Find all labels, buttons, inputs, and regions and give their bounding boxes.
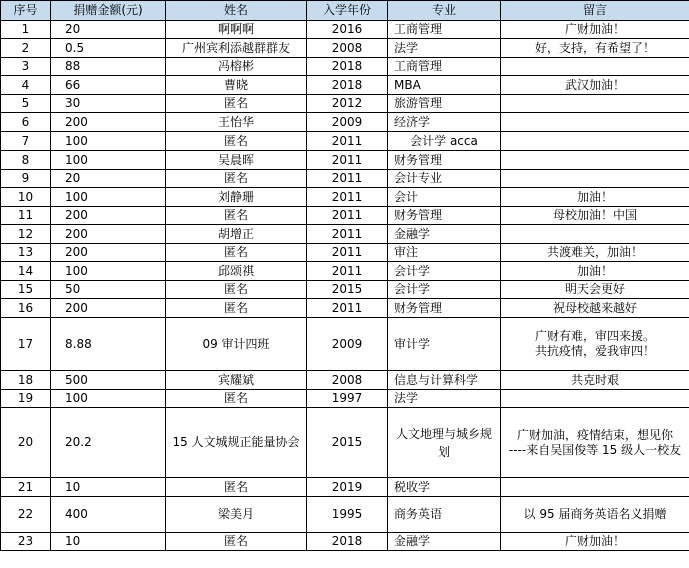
cell-message: [501, 262, 689, 281]
cell-amount: 10: [51, 533, 166, 551]
cell-message: [501, 170, 689, 188]
cell-amount: 200: [51, 207, 166, 225]
cell-name: 匿名: [166, 533, 307, 551]
cell-message: [501, 244, 689, 262]
table-row: [1, 39, 689, 58]
cell-major: 金融学: [388, 533, 501, 551]
cell-amount: 500: [51, 371, 166, 390]
cell-amount: 100: [51, 151, 166, 170]
cell-year: 2018: [307, 533, 388, 551]
cell-year: 1995: [307, 497, 388, 533]
cell-message: [501, 151, 689, 170]
cell-amount: 20.2: [51, 408, 166, 478]
message-line: 母校加油！中国: [552, 208, 637, 222]
table-row: [1, 478, 689, 497]
cell-no: 13: [1, 244, 51, 262]
cell-year: 2008: [307, 39, 388, 58]
cell-major: 财务管理: [388, 151, 501, 170]
cell-amount: 8.88: [51, 318, 166, 371]
cell-major: 旅游管理: [388, 95, 501, 113]
message-line: 以 95 届商务英语名义捐赠: [523, 507, 667, 521]
cell-major: 法学: [388, 39, 501, 58]
cell-no: 16: [1, 299, 51, 318]
cell-amount: 100: [51, 188, 166, 207]
cell-amount: 100: [51, 262, 166, 281]
table-row: [1, 497, 689, 533]
message-line: 共克时艰: [570, 372, 619, 387]
cell-name: 匿名: [166, 170, 307, 188]
cell-year: 2011: [307, 244, 388, 262]
table-row: [1, 21, 689, 39]
cell-name: 匿名: [166, 207, 307, 225]
cell-no: 15: [1, 281, 51, 299]
cell-no: 10: [1, 188, 51, 207]
table-row: [1, 225, 689, 244]
cell-no: 4: [1, 76, 51, 95]
cell-message: [501, 39, 689, 58]
table-row: [1, 533, 689, 551]
cell-message: [501, 76, 689, 95]
cell-amount: 200: [51, 113, 166, 132]
table-row: [1, 113, 689, 132]
cell-year: 2015: [307, 408, 388, 478]
cell-name: 王怡华: [166, 113, 307, 132]
cell-major: 财务管理: [388, 299, 501, 318]
cell-no: 18: [1, 371, 51, 390]
message-line: 广财有难，审四来援。: [534, 329, 655, 343]
cell-amount: 20: [51, 170, 166, 188]
cell-no: 19: [1, 390, 51, 408]
header-name: 姓名: [166, 1, 307, 21]
message-line: 广财加油！: [564, 534, 625, 548]
cell-message: [501, 225, 689, 244]
cell-name: 吴晨晖: [166, 151, 307, 170]
message-line: ----来自吴国俊等 15 级人一校友: [508, 442, 682, 457]
cell-message: [501, 207, 689, 225]
cell-name: 胡增正: [166, 225, 307, 244]
cell-name: 宾耀斌: [166, 371, 307, 390]
table-row: [1, 132, 689, 151]
header-row: [1, 1, 689, 21]
cell-amount: 10: [51, 478, 166, 497]
cell-message: [501, 318, 689, 371]
table-row: [1, 371, 689, 390]
cell-amount: 400: [51, 497, 166, 533]
table-row: [1, 151, 689, 170]
table-row: [1, 58, 689, 76]
cell-no: 20: [1, 408, 51, 478]
cell-message: [501, 132, 689, 151]
cell-name: 梁美月: [166, 497, 307, 533]
table-row: [1, 170, 689, 188]
cell-year: 2012: [307, 95, 388, 113]
table-row: [1, 262, 689, 281]
message-line: 明天会更好: [564, 282, 625, 296]
cell-year: 2015: [307, 281, 388, 299]
cell-major: 审计学: [388, 318, 501, 371]
cell-year: 2011: [307, 170, 388, 188]
table-row: [1, 76, 689, 95]
cell-no: 8: [1, 151, 51, 170]
message-line: 好，支持，有希望了！: [534, 40, 655, 55]
cell-no: 1: [1, 21, 51, 39]
cell-major: 税收学: [388, 478, 501, 497]
cell-name: 15 人文城规正能量协会: [166, 408, 307, 478]
header-major: 专业: [388, 1, 501, 21]
cell-no: 12: [1, 225, 51, 244]
cell-message: [501, 533, 689, 551]
cell-no: 5: [1, 95, 51, 113]
cell-major: 会计学: [388, 281, 501, 299]
cell-name: 匿名: [166, 299, 307, 318]
cell-name: 冯榕彬: [166, 58, 307, 76]
message-line: 共渡难关，加油！: [546, 245, 643, 259]
message-line: 共抗疫情，爱我审四！: [534, 344, 655, 358]
cell-year: 2011: [307, 207, 388, 225]
cell-name: 啊啊啊: [166, 21, 307, 39]
cell-amount: 0.5: [51, 39, 166, 58]
header-no: 序号: [1, 1, 51, 21]
cell-no: 11: [1, 207, 51, 225]
cell-year: 2009: [307, 113, 388, 132]
cell-major: 人文地理与城乡规划: [388, 408, 501, 478]
cell-message: [501, 478, 689, 497]
message-line: 武汉加油！: [564, 77, 625, 92]
cell-amount: 200: [51, 244, 166, 262]
cell-year: 2018: [307, 76, 388, 95]
cell-name: 刘静珊: [166, 188, 307, 207]
cell-message: [501, 497, 689, 533]
cell-major: 经济学: [388, 113, 501, 132]
cell-amount: 88: [51, 58, 166, 76]
cell-name: 匿名: [166, 244, 307, 262]
cell-no: 22: [1, 497, 51, 533]
table-row: [1, 188, 689, 207]
cell-no: 23: [1, 533, 51, 551]
table-row: [1, 207, 689, 225]
table-row: [1, 95, 689, 113]
cell-major: 会计专业: [388, 170, 501, 188]
cell-message: [501, 390, 689, 408]
cell-message: [501, 299, 689, 318]
cell-year: 1997: [307, 390, 388, 408]
cell-year: 2009: [307, 318, 388, 371]
cell-amount: 200: [51, 299, 166, 318]
table-row: [1, 390, 689, 408]
cell-major: 商务英语: [388, 497, 501, 533]
cell-year: 2011: [307, 132, 388, 151]
cell-message: [501, 371, 689, 390]
cell-year: 2011: [307, 188, 388, 207]
cell-name: 匿名: [166, 281, 307, 299]
table-row: [1, 281, 689, 299]
cell-message: [501, 95, 689, 113]
cell-year: 2008: [307, 371, 388, 390]
cell-message: [501, 188, 689, 207]
cell-message: [501, 113, 689, 132]
cell-year: 2016: [307, 21, 388, 39]
cell-no: 3: [1, 58, 51, 76]
cell-major: 审注: [388, 244, 501, 262]
cell-amount: 100: [51, 390, 166, 408]
cell-major: 会计学 acca: [388, 132, 501, 151]
cell-major: MBA: [388, 76, 501, 95]
cell-amount: 30: [51, 95, 166, 113]
cell-amount: 20: [51, 21, 166, 39]
message-line: 加油！: [576, 263, 613, 278]
cell-no: 6: [1, 113, 51, 132]
message-line: 加油！: [576, 189, 613, 204]
cell-message: [501, 21, 689, 39]
table-row: [1, 408, 689, 478]
cell-name: 曹晓: [166, 76, 307, 95]
message-line: 广财加油，疫情结束，想见你: [516, 427, 673, 442]
cell-major: 信息与计算科学: [388, 371, 501, 390]
cell-no: 17: [1, 318, 51, 371]
cell-major: 会计学: [388, 262, 501, 281]
cell-year: 2011: [307, 225, 388, 244]
cell-no: 14: [1, 262, 51, 281]
cell-year: 2018: [307, 58, 388, 76]
table-row: [1, 318, 689, 371]
message-line: 广财加油！: [564, 22, 625, 36]
header-year: 入学年份: [307, 1, 388, 21]
cell-major: 工商管理: [388, 58, 501, 76]
cell-no: 2: [1, 39, 51, 58]
cell-year: 2019: [307, 478, 388, 497]
cell-no: 21: [1, 478, 51, 497]
cell-major: 金融学: [388, 225, 501, 244]
header-amount: 捐赠金额(元): [51, 1, 166, 21]
cell-major: 法学: [388, 390, 501, 408]
cell-amount: 50: [51, 281, 166, 299]
cell-major: 工商管理: [388, 21, 501, 39]
cell-major: 财务管理: [388, 207, 501, 225]
cell-name: 匿名: [166, 390, 307, 408]
message-line: 祝母校越来越好: [552, 300, 637, 315]
cell-amount: 66: [51, 76, 166, 95]
cell-year: 2011: [307, 151, 388, 170]
cell-name: 匿名: [166, 132, 307, 151]
cell-name: 邱颂祺: [166, 262, 307, 281]
cell-major: 会计: [388, 188, 501, 207]
cell-message: [501, 58, 689, 76]
cell-name: 09 审计四班: [166, 318, 307, 371]
cell-name: 匿名: [166, 95, 307, 113]
table-row: [1, 299, 689, 318]
table-row: [1, 244, 689, 262]
cell-name: 广州宾利添越群群友: [166, 39, 307, 58]
cell-year: 2011: [307, 262, 388, 281]
cell-no: 9: [1, 170, 51, 188]
cell-message: [501, 281, 689, 299]
cell-amount: 200: [51, 225, 166, 244]
cell-name: 匿名: [166, 478, 307, 497]
cell-amount: 100: [51, 132, 166, 151]
cell-year: 2011: [307, 299, 388, 318]
cell-message: [501, 408, 689, 478]
header-message: 留言: [501, 1, 689, 21]
cell-no: 7: [1, 132, 51, 151]
